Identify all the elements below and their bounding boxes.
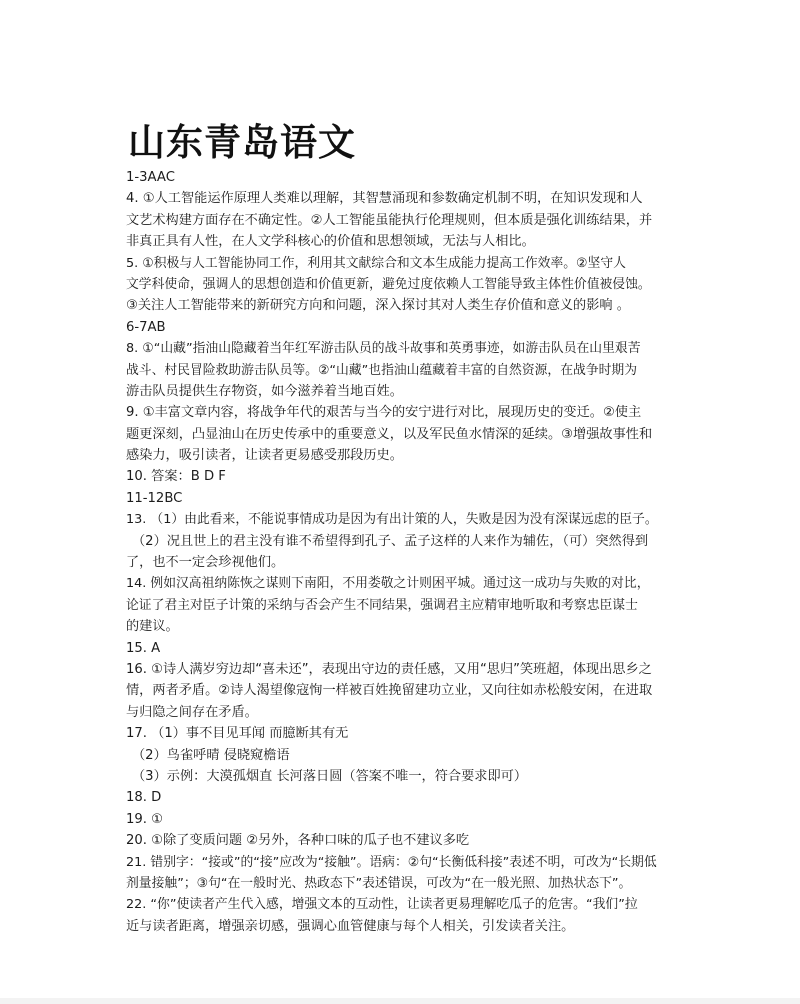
text-line: （3）示例：大漠孤烟直 长河落日圆（答案不唯一，符合要求即可） xyxy=(132,768,528,784)
text-line: 题更深刻，凸显油山在历史传承中的重要意义，以及军民鱼水情深的延续。③增强故事性和 xyxy=(126,426,653,442)
text-line: （2）况且世上的君主没有谁不希望得到孔子、孟子这样的人来作为辅佐，（可）突然得到 xyxy=(132,533,649,549)
text-line: 战斗、村民冒险救助游击队员等。②“山藏”也指油山蕴藏着丰富的自然资源，在战争时期为 xyxy=(126,362,638,378)
text-line: 1-3AAC xyxy=(126,170,175,185)
text-line: 19. ① xyxy=(126,811,163,827)
text-line: 情，两者矛盾。②诗人渴望像寇恂一样被百姓挽留建功立业，又向往如赤松般安闲，在进取 xyxy=(126,683,653,699)
text-line: 文学科使命，强调人的思想创造和价值更新，避免过度依赖人工智能导致主体性价值被侵蚀。 xyxy=(126,276,651,292)
text-line: 论证了君主对臣子计策的采纳与否会产生不同结果，强调君主应精审地听取和考察忠臣谋士 xyxy=(126,597,638,613)
text-line: 4. ①人工智能运作原理人类难以理解，其智慧涌现和参数确定机制不明，在知识发现和人 xyxy=(126,191,643,207)
text-line: ③关注人工智能带来的新研究方向和问题，深入探讨其对人类生存价值和意义的影响 。 xyxy=(126,298,630,314)
text-line: 14. 例如汉高祖纳陈恢之谋则下南阳，不用娄敬之计则困平城。通过这一成功与失败的对比， xyxy=(126,576,650,592)
text-line: 18. D xyxy=(126,790,162,806)
text-line: （2）鸟雀呼晴 侵晓窥檐语 xyxy=(132,747,290,763)
text-line: 近与读者距离，增强亲切感，强调心血管健康与每个人相关，引发读者关注。 xyxy=(126,918,575,934)
text-line: 15. A xyxy=(126,640,161,656)
text-line: 文艺术构建方面存在不确定性。②人工智能虽能执行伦理规则，但本质是强化训练结果，并 xyxy=(126,212,653,228)
text-line: 剂量接触”；③句“在一般时光、热政态下”表述错误，可改为“在一般光照、加热状态下”。 xyxy=(126,875,632,891)
text-line: 的建议。 xyxy=(126,619,179,635)
answer-text-block xyxy=(126,167,696,937)
text-line: 13. （1）由此看来，不能说事情成功是因为有出计策的人，失败是因为没有深谋远虑的臣子。 xyxy=(126,512,658,528)
text-line: 感染力，吸引读者，让读者更易感受那段历史。 xyxy=(126,448,403,464)
text-line: 游击队员提供生存物资，如今滋养着当地百姓。 xyxy=(126,383,403,399)
bottom-edge xyxy=(0,998,800,1004)
text-line: 5. ①积极与人工智能协同工作，利用其文献综合和文本生成能力提高工作效率。②坚守人 xyxy=(126,255,626,271)
text-line: 8. ①“山藏”指油山隐藏着当年红军游击队员的战斗故事和英勇事迹，如游击队员在山里艰苦 xyxy=(126,341,641,357)
text-line: 6-7AB xyxy=(126,319,166,335)
text-line: 22. “你”使读者产生代入感，增强文本的互动性，让读者更易理解吃瓜子的危害。“我们”拉 xyxy=(126,897,638,913)
text-line: 20. ①除了变质问题 ②另外，各种口味的瓜子也不建议多吃 xyxy=(126,833,470,849)
text-line: 17. （1）事不目见耳闻 而臆断其有无 xyxy=(126,726,349,742)
page-title: 山东青岛语文 xyxy=(128,121,356,164)
text-line: 10. 答案：B D F xyxy=(126,469,226,485)
text-line: 21. 错别字：“接或”的“接”应改为“接触”。语病：②句“长衡低科接”表述不明，可改为“长期低 xyxy=(126,854,657,870)
text-line: 了，也不一定会珍视他们。 xyxy=(126,555,285,571)
text-line: 16. ①诗人满岁穷边却“喜未还”，表现出守边的责任感，又用“思归”笑班超，体现出思乡之 xyxy=(126,661,652,677)
text-line: 非真正具有人性，在人文学科核心的价值和思想领域，无法与人相比。 xyxy=(126,234,535,250)
text-line: 11-12BC xyxy=(126,490,183,506)
text-line: 9. ①丰富文章内容，将战争年代的艰苦与当今的安宁进行对比，展现历史的变迁。②使主 xyxy=(126,405,642,421)
text-line: 与归隐之间存在矛盾。 xyxy=(126,704,258,720)
